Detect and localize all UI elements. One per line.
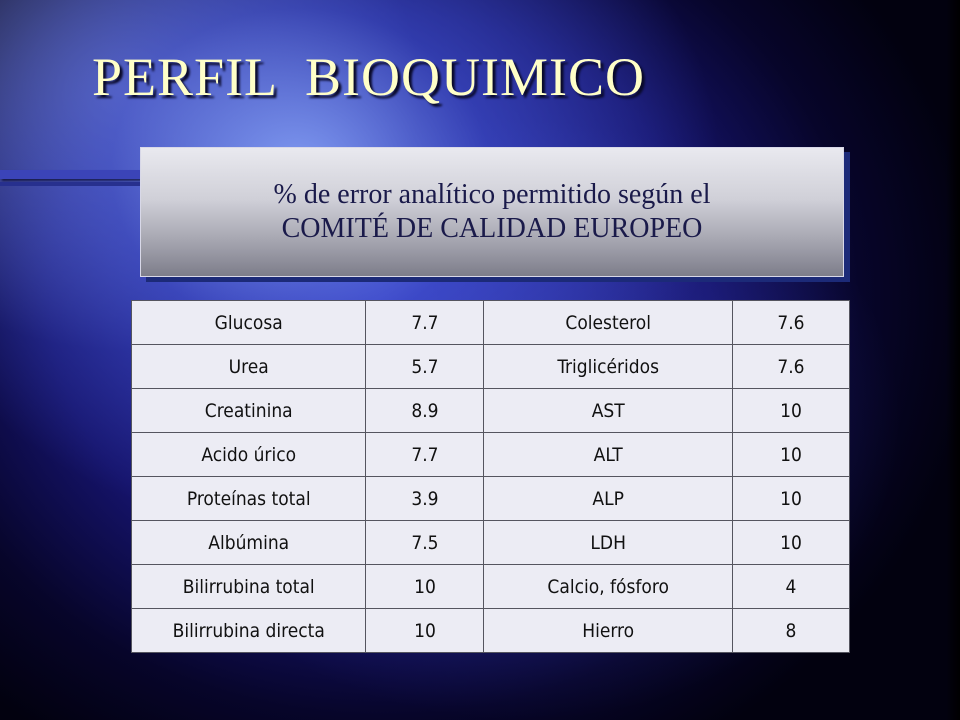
analyte-cell: Creatinina: [132, 389, 366, 433]
slide-edge-shade: [946, 0, 960, 720]
error-value-cell: 10: [366, 565, 484, 609]
analyte-cell: Calcio, fósforo: [484, 565, 732, 609]
error-value-cell: 8: [732, 609, 849, 653]
table-row: [132, 609, 850, 653]
error-value-cell: 7.7: [366, 301, 484, 345]
table-row: [132, 433, 850, 477]
error-value-cell: 10: [732, 521, 849, 565]
subtitle-line-1: % de error analítico permitido según el: [273, 179, 711, 210]
analyte-cell: Bilirrubina total: [132, 565, 366, 609]
analyte-cell: Proteínas total: [132, 477, 366, 521]
table-row: [132, 389, 850, 433]
analyte-cell: Hierro: [484, 609, 732, 653]
error-value-cell: 7.6: [732, 301, 849, 345]
error-value-cell: 10: [732, 389, 849, 433]
analyte-cell: ALT: [484, 433, 732, 477]
analyte-cell: Triglicéridos: [484, 345, 732, 389]
accent-bar-thin: [0, 182, 146, 186]
analyte-cell: Acido úrico: [132, 433, 366, 477]
error-value-cell: 4: [732, 565, 849, 609]
table-row: [132, 477, 850, 521]
analyte-cell: Albúmina: [132, 521, 366, 565]
table-row: [132, 565, 850, 609]
analyte-cell: Urea: [132, 345, 366, 389]
error-value-cell: 8.9: [366, 389, 484, 433]
error-value-cell: 7.5: [366, 521, 484, 565]
error-value-cell: 7.7: [366, 433, 484, 477]
table-row: [132, 345, 850, 389]
subtitle-box: [140, 147, 844, 277]
error-value-cell: 5.7: [366, 345, 484, 389]
error-value-cell: 10: [732, 477, 849, 521]
analyte-cell: Glucosa: [132, 301, 366, 345]
analyte-cell: ALP: [484, 477, 732, 521]
table-row: [132, 301, 850, 345]
error-value-cell: 10: [732, 433, 849, 477]
table-row: [132, 521, 850, 565]
error-table: [131, 300, 850, 653]
analyte-cell: Colesterol: [484, 301, 732, 345]
error-value-cell: 3.9: [366, 477, 484, 521]
error-value-cell: 10: [366, 609, 484, 653]
slide-title: PERFIL BIOQUIMICO: [92, 47, 646, 107]
subtitle-line-2: COMITÉ DE CALIDAD EUROPEO: [281, 213, 703, 244]
analyte-cell: AST: [484, 389, 732, 433]
error-value-cell: 7.6: [732, 345, 849, 389]
analyte-cell: Bilirrubina directa: [132, 609, 366, 653]
accent-bar: [0, 170, 146, 179]
analyte-cell: LDH: [484, 521, 732, 565]
